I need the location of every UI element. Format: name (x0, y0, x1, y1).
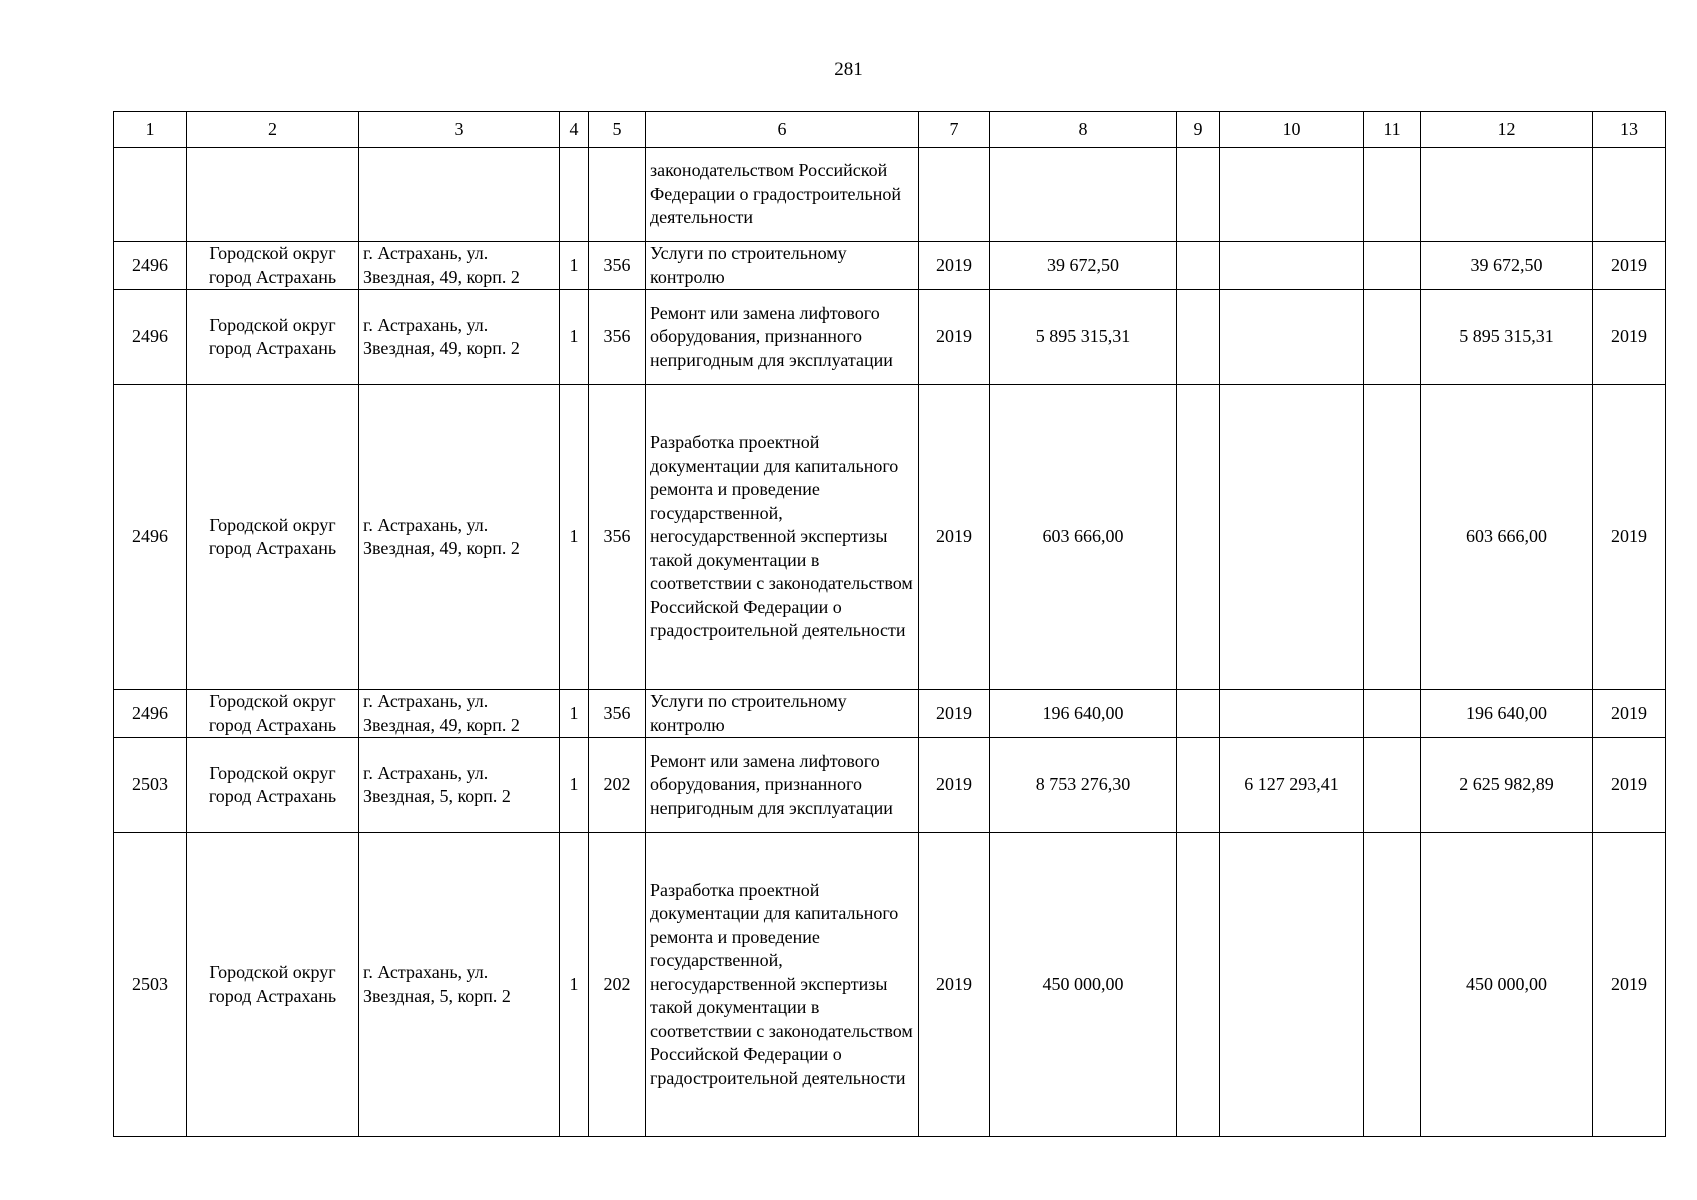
cell-col4: 1 (560, 690, 589, 738)
cell-work: Разработка проектной документации для капитального ремонта и проведение государственной, негосударственной экспертизы такой документации в соответствии с законодательством Российской Федерации о градостроительной деятельности (646, 385, 919, 690)
cell-work: Разработка проектной документации для капитального ремонта и проведение государственной, негосударственной экспертизы такой документации в соответствии с законодательством Российской Федерации о градостроительной деятельности (646, 833, 919, 1137)
cell-col5: 202 (589, 833, 646, 1137)
cell-col11 (1364, 242, 1421, 290)
cell-col5: 356 (589, 290, 646, 385)
cell-work: законодательством Российской Федерации о градостроительной деятельности (646, 148, 919, 242)
table-row (114, 738, 1666, 833)
column-header: 9 (1177, 112, 1220, 148)
table-row (114, 833, 1666, 1137)
column-header: 12 (1421, 112, 1593, 148)
cell-col9 (1177, 290, 1220, 385)
cell-id: 2496 (114, 290, 187, 385)
cell-year: 2019 (919, 738, 990, 833)
column-header: 13 (1593, 112, 1666, 148)
cell-col9 (1177, 690, 1220, 738)
cell-col10 (1220, 690, 1364, 738)
cell-col10 (1220, 148, 1364, 242)
column-header: 5 (589, 112, 646, 148)
cell-col12: 5 895 315,31 (1421, 290, 1593, 385)
cell-municipality: Городской округ город Астрахань (187, 833, 359, 1137)
cell-id: 2496 (114, 385, 187, 690)
cell-col12: 450 000,00 (1421, 833, 1593, 1137)
cell-col11 (1364, 833, 1421, 1137)
cell-col4: 1 (560, 385, 589, 690)
cell-total: 196 640,00 (990, 690, 1177, 738)
cell-col4: 1 (560, 738, 589, 833)
cell-col4: 1 (560, 290, 589, 385)
cell-total: 450 000,00 (990, 833, 1177, 1137)
cell-col5: 202 (589, 738, 646, 833)
cell-municipality: Городской округ город Астрахань (187, 690, 359, 738)
cell-col11 (1364, 290, 1421, 385)
cell-year: 2019 (919, 290, 990, 385)
cell-year: 2019 (919, 833, 990, 1137)
cell-address: г. Астрахань, ул. Звездная, 49, корп. 2 (359, 290, 560, 385)
cell-total: 603 666,00 (990, 385, 1177, 690)
cell-total: 8 753 276,30 (990, 738, 1177, 833)
cell-year: 2019 (919, 385, 990, 690)
cell-col11 (1364, 690, 1421, 738)
cell-col10 (1220, 833, 1364, 1137)
column-header: 3 (359, 112, 560, 148)
cell-work: Услуги по строительному контролю (646, 242, 919, 290)
table-header-row (114, 112, 1666, 148)
cell-year: 2019 (919, 690, 990, 738)
cell-address: г. Астрахань, ул. Звездная, 49, корп. 2 (359, 690, 560, 738)
cell-address: г. Астрахань, ул. Звездная, 49, корп. 2 (359, 242, 560, 290)
cell-address (359, 148, 560, 242)
cell-col13: 2019 (1593, 290, 1666, 385)
cell-col5: 356 (589, 242, 646, 290)
cell-work: Ремонт или замена лифтового оборудования, признанного непригодным для эксплуатации (646, 290, 919, 385)
cell-col13: 2019 (1593, 833, 1666, 1137)
cell-work: Услуги по строительному контролю (646, 690, 919, 738)
table-row (114, 690, 1666, 738)
cell-id: 2496 (114, 690, 187, 738)
column-header: 11 (1364, 112, 1421, 148)
cell-address: г. Астрахань, ул. Звездная, 49, корп. 2 (359, 385, 560, 690)
cell-col11 (1364, 385, 1421, 690)
cell-col4: 1 (560, 242, 589, 290)
cell-col12: 39 672,50 (1421, 242, 1593, 290)
cell-col9 (1177, 833, 1220, 1137)
cell-col9 (1177, 148, 1220, 242)
cell-col11 (1364, 148, 1421, 242)
table-row (114, 148, 1666, 242)
cell-year (919, 148, 990, 242)
cell-total: 39 672,50 (990, 242, 1177, 290)
cell-col9 (1177, 385, 1220, 690)
cell-address: г. Астрахань, ул. Звездная, 5, корп. 2 (359, 833, 560, 1137)
cell-col13: 2019 (1593, 690, 1666, 738)
cell-col9 (1177, 738, 1220, 833)
cell-col12: 603 666,00 (1421, 385, 1593, 690)
table-row (114, 242, 1666, 290)
cell-total (990, 148, 1177, 242)
cell-id: 2503 (114, 738, 187, 833)
cell-col5: 356 (589, 690, 646, 738)
column-header: 6 (646, 112, 919, 148)
column-header: 7 (919, 112, 990, 148)
column-header: 1 (114, 112, 187, 148)
cell-col13: 2019 (1593, 738, 1666, 833)
cell-municipality: Городской округ город Астрахань (187, 290, 359, 385)
cell-id: 2496 (114, 242, 187, 290)
cell-municipality: Городской округ город Астрахань (187, 738, 359, 833)
cell-col13: 2019 (1593, 385, 1666, 690)
cell-work: Ремонт или замена лифтового оборудования, признанного непригодным для эксплуатации (646, 738, 919, 833)
cell-id: 2503 (114, 833, 187, 1137)
cell-year: 2019 (919, 242, 990, 290)
cell-municipality (187, 148, 359, 242)
cell-col10 (1220, 385, 1364, 690)
column-header: 8 (990, 112, 1177, 148)
cell-address: г. Астрахань, ул. Звездная, 5, корп. 2 (359, 738, 560, 833)
column-header: 10 (1220, 112, 1364, 148)
capital-repair-table (113, 111, 1666, 1137)
column-header: 4 (560, 112, 589, 148)
cell-id (114, 148, 187, 242)
cell-col12: 196 640,00 (1421, 690, 1593, 738)
cell-col4: 1 (560, 833, 589, 1137)
cell-col13 (1593, 148, 1666, 242)
cell-col12: 2 625 982,89 (1421, 738, 1593, 833)
table-row (114, 290, 1666, 385)
cell-col10 (1220, 242, 1364, 290)
cell-col13: 2019 (1593, 242, 1666, 290)
column-header: 2 (187, 112, 359, 148)
cell-col10 (1220, 290, 1364, 385)
cell-col12 (1421, 148, 1593, 242)
page-number: 281 (834, 59, 863, 80)
cell-col4 (560, 148, 589, 242)
cell-col5 (589, 148, 646, 242)
table-row (114, 385, 1666, 690)
cell-municipality: Городской округ город Астрахань (187, 242, 359, 290)
cell-municipality: Городской округ город Астрахань (187, 385, 359, 690)
cell-col11 (1364, 738, 1421, 833)
cell-col10: 6 127 293,41 (1220, 738, 1364, 833)
cell-col9 (1177, 242, 1220, 290)
cell-col5: 356 (589, 385, 646, 690)
cell-total: 5 895 315,31 (990, 290, 1177, 385)
